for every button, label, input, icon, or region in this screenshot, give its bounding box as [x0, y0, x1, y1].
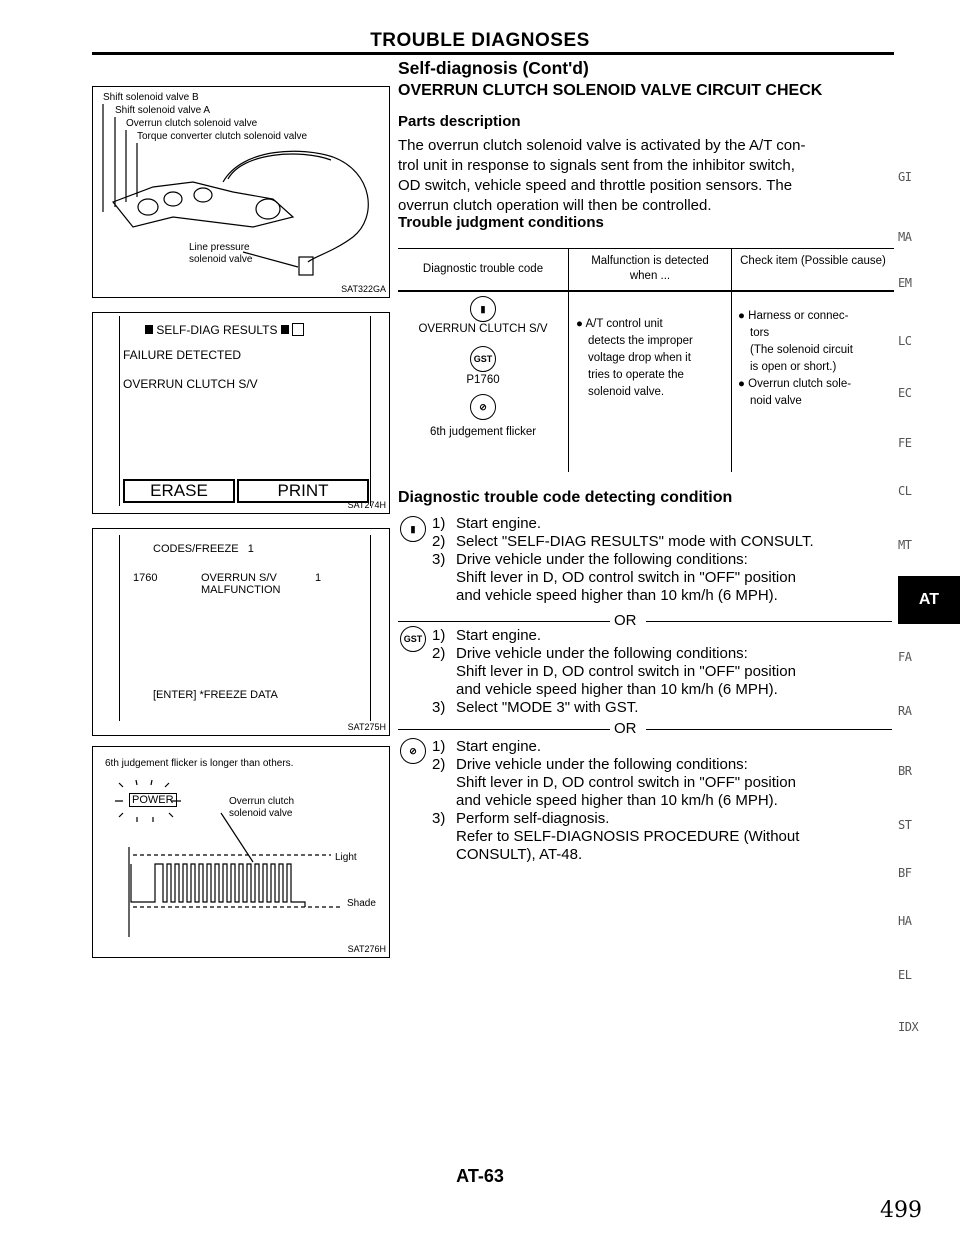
malfunction-line: voltage drop when it: [588, 352, 691, 364]
sidebar-item-ec[interactable]: EC: [898, 386, 912, 400]
step-text: and vehicle speed higher than 10 km/h (6 MPH).: [456, 792, 778, 809]
consult-icon: ▮: [470, 296, 496, 322]
malfunction-line: ● A/T control unit: [576, 318, 663, 330]
code-item-2: MALFUNCTION: [201, 584, 281, 596]
step-num: 1): [432, 515, 446, 532]
step: [432, 828, 799, 846]
step-text: Select "SELF-DIAG RESULTS" mode with CONSULT.: [456, 533, 814, 550]
code-item-count: 1: [315, 572, 322, 584]
parts-line: overrun clutch operation will then be controlled.: [398, 197, 712, 214]
figure-solenoid-valves: [92, 86, 390, 298]
screen-header: [145, 323, 304, 337]
step-text: Shift lever in D, OD control switch in "OFF" position: [456, 774, 796, 791]
detect-heading: Diagnostic trouble code detecting condition: [398, 489, 733, 506]
step: [432, 792, 799, 810]
flicker-waveform: [93, 747, 389, 957]
light-label: Light: [335, 852, 357, 863]
valve-label: Overrun clutch: [229, 796, 295, 807]
square-icon: [281, 325, 289, 334]
malfunction-line-text: A/T control unit: [585, 318, 663, 330]
table-rule: [398, 248, 894, 249]
valve-label-2: solenoid valve: [229, 808, 293, 819]
codes-header: [153, 543, 254, 555]
parts-line: OD switch, vehicle speed and throttle position sensors. The: [398, 177, 793, 194]
figure-code: SAT276H: [347, 944, 386, 954]
sidebar-item-fe[interactable]: FE: [898, 436, 912, 450]
step-text: CONSULT), AT-48.: [456, 846, 583, 863]
code-item: OVERRUN S/V: [201, 572, 277, 584]
parts-heading: Parts description: [398, 113, 521, 130]
page-code: AT-63: [456, 1166, 504, 1186]
page-number: 499: [880, 1198, 922, 1223]
table-divider: [731, 248, 732, 472]
step-text: Drive vehicle under the following conditions:: [456, 645, 748, 662]
or-rule: [646, 621, 892, 622]
table-header: Check item (Possible cause): [740, 255, 886, 267]
shade-label: Shade: [347, 898, 376, 909]
label-shift-b: Shift solenoid valve B: [103, 92, 199, 103]
step-text: Start engine.: [456, 627, 542, 644]
erase-button[interactable]: ERASE: [123, 479, 235, 503]
title-rule: [92, 52, 894, 55]
sidebar-item-idx[interactable]: IDX: [898, 1020, 919, 1034]
step: [432, 587, 814, 605]
step-text: Refer to SELF-DIAGNOSIS PROCEDURE (Without: [456, 828, 800, 845]
label-shift-a: Shift solenoid valve A: [115, 105, 211, 116]
consult-icon: ▮: [400, 516, 426, 542]
step: [432, 756, 799, 774]
table-rule: [398, 290, 894, 292]
step-text: and vehicle speed higher than 10 km/h (6 MPH).: [456, 681, 778, 698]
parts-line: The overrun clutch solenoid valve is activated by the A/T con-: [398, 137, 806, 154]
malfunction-line: tries to operate the: [588, 369, 684, 381]
print-button[interactable]: PRINT: [237, 479, 369, 503]
sidebar-item-bf[interactable]: BF: [898, 866, 912, 880]
gst-icon: GST: [400, 626, 426, 652]
check-line: noid valve: [750, 395, 802, 407]
label-line-pressure: Line pressure: [189, 242, 250, 253]
or-rule: [398, 729, 610, 730]
step-num: 2): [432, 756, 446, 773]
flicker-caption: 6th judgement flicker is longer than others.: [105, 758, 294, 769]
step-num: 2): [432, 645, 446, 662]
step-num: 1): [432, 627, 446, 644]
codes-count: 1: [247, 543, 254, 555]
step: [432, 569, 814, 587]
sidebar-item-br[interactable]: BR: [898, 764, 912, 778]
no-tools-icon: ⊘: [400, 738, 426, 764]
checkbox-icon: [292, 323, 304, 336]
table-divider: [568, 248, 569, 472]
parts-line: trol unit in response to signals sent from the inhibitor switch,: [398, 157, 795, 174]
power-label: POWER: [129, 793, 177, 807]
sidebar-item-mt[interactable]: MT: [898, 538, 912, 552]
check-line: is open or short.): [750, 361, 837, 373]
no-tools-icon: ⊘: [470, 394, 496, 420]
step-num: 3): [432, 810, 446, 827]
figure-code: SAT322GA: [341, 284, 386, 294]
step-group-1: [432, 515, 814, 605]
step-text: and vehicle speed higher than 10 km/h (6 MPH).: [456, 587, 778, 604]
sidebar-item-cl[interactable]: CL: [898, 484, 912, 498]
step: [432, 810, 799, 828]
check-line: ● Overrun clutch sole-: [738, 378, 852, 390]
check-line: ● Harness or connec-: [738, 310, 849, 322]
step-text: Drive vehicle under the following conditions:: [456, 756, 748, 773]
or-rule: [646, 729, 892, 730]
step-group-3: [432, 738, 799, 864]
sidebar-item-at[interactable]: AT: [898, 576, 960, 624]
malfunction-line: solenoid valve.: [588, 386, 665, 398]
step: [432, 645, 796, 663]
figure-self-diag-screen: [92, 312, 390, 514]
sidebar-item-st[interactable]: ST: [898, 818, 912, 832]
step-num: 1): [432, 738, 446, 755]
failure-detected: FAILURE DETECTED: [123, 348, 242, 362]
step: [432, 627, 796, 645]
sidebar-item-ha[interactable]: HA: [898, 914, 912, 928]
check-line: (The solenoid circuit: [750, 344, 853, 356]
sidebar-item-ra[interactable]: RA: [898, 704, 912, 718]
section-title: Self-diagnosis (Cont'd): [398, 58, 589, 78]
table-header: Diagnostic trouble code: [422, 263, 544, 275]
check-line: tors: [750, 327, 770, 339]
step: [432, 515, 814, 533]
step-text: Perform self-diagnosis.: [456, 810, 610, 827]
or-label: OR: [614, 612, 637, 629]
gst-icon: GST: [470, 346, 496, 372]
figure-code: SAT274H: [347, 500, 386, 510]
section-subtitle: OVERRUN CLUTCH SOLENOID VALVE CIRCUIT CHECK: [398, 82, 823, 99]
step-text: Drive vehicle under the following conditions:: [456, 551, 748, 568]
figure-codes-freeze: [92, 528, 390, 736]
check-line-text: Overrun clutch sole-: [748, 378, 852, 390]
step: [432, 738, 799, 756]
malfunction-line: detects the improper: [588, 335, 693, 347]
step-num: 3): [432, 551, 446, 568]
step: [432, 551, 814, 569]
flicker-note: 6th judgement flicker: [429, 426, 537, 438]
sidebar-item-fa[interactable]: FA: [898, 650, 912, 664]
screen-frame: [119, 316, 371, 506]
step-num: 3): [432, 699, 446, 716]
page-title: TROUBLE DIAGNOSES: [370, 30, 590, 51]
check-line-text: Harness or connec-: [748, 310, 849, 322]
or-rule: [398, 621, 610, 622]
label-overrun: Overrun clutch solenoid valve: [126, 118, 258, 129]
figure-flicker: [92, 746, 390, 958]
step: [432, 681, 796, 699]
check-items: [738, 308, 853, 410]
screen-item: OVERRUN CLUTCH S/V: [123, 377, 258, 391]
code-number: 1760: [133, 572, 158, 584]
malfunction-text: [576, 316, 693, 401]
figure-code: SAT275H: [347, 722, 386, 732]
sidebar-item-ma[interactable]: MA: [898, 230, 912, 244]
enter-freeze-data: [ENTER] *FREEZE DATA: [153, 689, 278, 701]
step-group-2: [432, 627, 796, 717]
step: [432, 699, 796, 717]
table-header: Malfunction is detected when ...: [591, 255, 709, 282]
sidebar-item-em[interactable]: EM: [898, 276, 912, 290]
judgment-heading: Trouble judgment conditions: [398, 214, 604, 231]
step-text: Start engine.: [456, 738, 542, 755]
sidebar-item-lc[interactable]: LC: [898, 334, 912, 348]
sidebar-item-el[interactable]: EL: [898, 968, 912, 982]
label-line-pressure-2: solenoid valve: [189, 254, 253, 265]
step: [432, 663, 796, 681]
step-text: Shift lever in D, OD control switch in "OFF" position: [456, 569, 796, 586]
sidebar-item-gi[interactable]: GI: [898, 170, 912, 184]
screen-header-text: SELF-DIAG RESULTS: [156, 323, 278, 337]
label-torque: Torque converter clutch solenoid valve: [137, 131, 308, 142]
step: [432, 846, 799, 864]
code-number: P1760: [466, 374, 500, 386]
codes-header-text: CODES/FREEZE: [153, 543, 239, 555]
square-icon: [145, 325, 153, 334]
judgment-table: [398, 248, 894, 472]
step: [432, 774, 799, 792]
step: [432, 533, 814, 551]
step-num: 2): [432, 533, 446, 550]
code-name: OVERRUN CLUTCH S/V: [418, 323, 548, 335]
or-label: OR: [614, 720, 637, 737]
step-text: Start engine.: [456, 515, 542, 532]
step-text: Shift lever in D, OD control switch in "OFF" position: [456, 663, 796, 680]
step-text: Select "MODE 3" with GST.: [456, 699, 639, 716]
